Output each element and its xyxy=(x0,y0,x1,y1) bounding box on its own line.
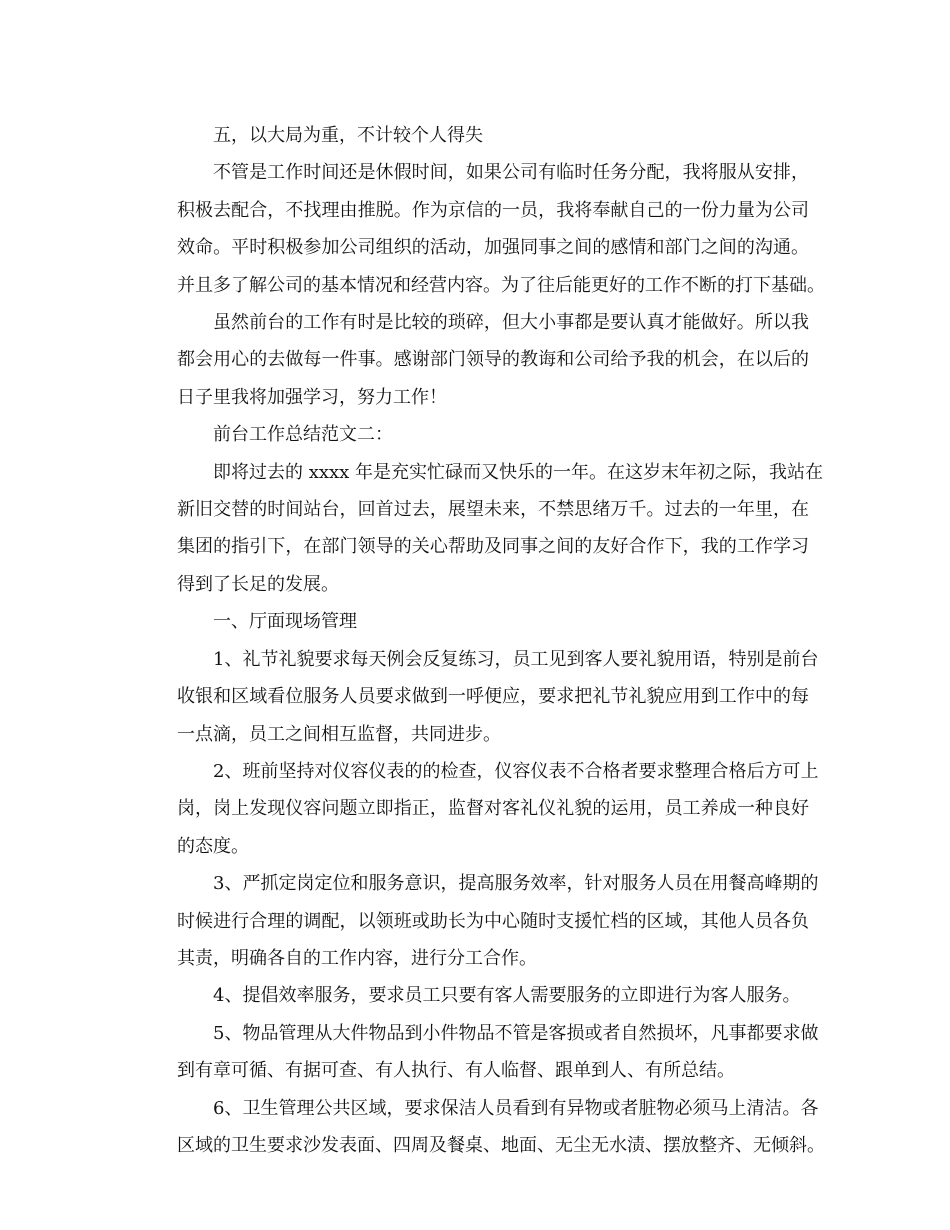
text-line: 5、物品管理从大件物品到小件物品不管是客损或者自然损坏，凡事都要求做 xyxy=(213,1022,819,1044)
text-line: 区域的卫生要求沙发表面、四周及餐桌、地面、无尘无水渍、摆放整齐、无倾斜。 xyxy=(177,1134,825,1156)
text-line: 得到了长足的发展。 xyxy=(177,573,339,595)
text-line: 都会用心的去做每一件事。感谢部门领导的教诲和公司给予我的机会，在以后的 xyxy=(177,349,809,371)
text-line: 时候进行合理的调配，以领班或助长为中心随时支援忙档的区域，其他人员各负 xyxy=(177,910,809,932)
text-line: 收银和区域看位服务人员要求做到一呼便应，要求把礼节礼貌应用到工作中的每 xyxy=(177,686,809,708)
text-line: 效命。平时积极参加公司组织的活动，加强同事之间的感情和部门之间的沟通。 xyxy=(177,237,809,259)
text-line: 的态度。 xyxy=(177,835,249,857)
text-line: 积极去配合，不找理由推脱。作为京信的一员，我将奉献自己的一份力量为公司 xyxy=(177,199,809,221)
text-line: 虽然前台的工作有时是比较的琐碎，但大小事都是要认真才能做好。所以我 xyxy=(213,312,809,334)
paragraph xyxy=(141,1015,819,1090)
paragraph xyxy=(141,603,809,640)
document-body xyxy=(141,117,825,1164)
text-line: 集团的指引下，在部门领导的关心帮助及同事之间的友好合作下，我的工作学习 xyxy=(177,536,809,558)
text-line: 即将过去的 xxxx 年是充实忙碌而又快乐的一年。在这岁末年初之际，我站在 xyxy=(213,461,824,483)
text-line: 6、卫生管理公共区域，要求保洁人员看到有异物或者脏物必须马上清洁。各 xyxy=(213,1097,819,1119)
text-line: 其责，明确各自的工作内容，进行分工合作。 xyxy=(177,947,537,969)
text-line: 1、礼节礼貌要求每天例会反复练习，员工见到客人要礼貌用语，特别是前台 xyxy=(213,648,819,670)
text-line: 并且多了解公司的基本情况和经营内容。为了往后能更好的工作不断的打下基础。 xyxy=(177,274,825,296)
paragraph xyxy=(141,117,809,154)
paragraph xyxy=(141,977,809,1014)
text-line: 一、厅面现场管理 xyxy=(213,611,357,633)
text-line: 前台工作总结范文二： xyxy=(213,424,393,446)
paragraph xyxy=(141,641,819,753)
paragraph xyxy=(141,304,809,416)
text-line: 到有章可循、有据可查、有人执行、有人临督、跟单到人、有所总结。 xyxy=(177,1060,735,1082)
paragraph xyxy=(141,865,819,977)
text-line: 五，以大局为重，不计较个人得失 xyxy=(213,125,483,146)
text-line: 2、班前坚持对仪容仪表的的检查，仪容仪表不合格者要求整理合格后方可上 xyxy=(213,760,819,782)
text-line: 一点滴，员工之间相互监督，共同进步。 xyxy=(177,723,501,745)
text-line: 日子里我将加强学习，努力工作！ xyxy=(177,386,447,408)
paragraph xyxy=(141,753,819,865)
text-line: 3、严抓定岗定位和服务意识，提高服务效率，针对服务人员在用餐高峰期的 xyxy=(213,873,819,895)
text-line: 不管是工作时间还是休假时间，如果公司有临时任务分配，我将服从安排， xyxy=(213,162,809,184)
paragraph xyxy=(141,454,824,604)
paragraph xyxy=(141,154,825,304)
text-line: 岗，岗上发现仪容问题立即指正，监督对客礼仪礼貌的运用，员工养成一种良好 xyxy=(177,798,809,820)
paragraph xyxy=(141,1090,825,1165)
text-line: 新旧交替的时间站台，回首过去，展望未来，不禁思绪万千。过去的一年里，在 xyxy=(177,499,809,521)
text-line: 4、提倡效率服务，要求员工只要有客人需要服务的立即进行为客人服务。 xyxy=(213,985,801,1007)
paragraph xyxy=(141,416,809,453)
